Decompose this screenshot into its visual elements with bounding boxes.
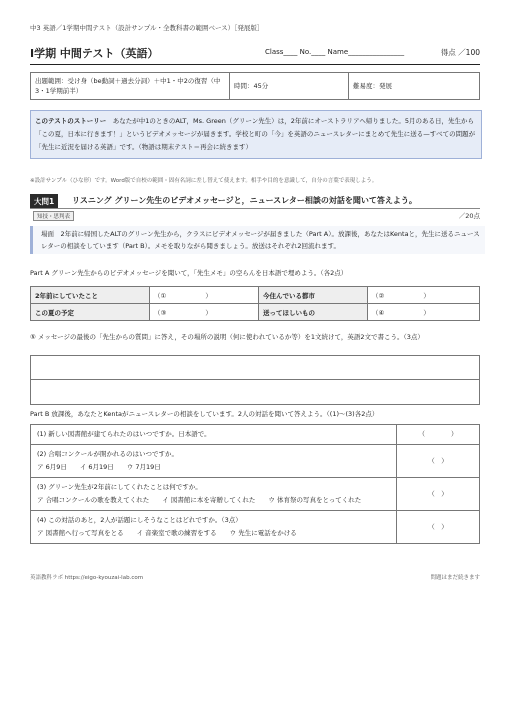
part-b-instruction: Part B 放課後，あなたとKentaがニュースレターの相談をしています。2人の対話を聞いて答えよう。（(1)〜(3)各2点） bbox=[30, 410, 379, 418]
answer-blank[interactable]: （ ） bbox=[397, 425, 480, 445]
memo-blank[interactable]: （④ ） bbox=[368, 304, 480, 321]
question-title: リスニング グリーン先生のビデオメッセージと，ニュースレター相談の対話を聞いて答えよう。 bbox=[72, 196, 417, 205]
memo-table bbox=[30, 286, 480, 321]
question-text: (2) 合唱コンクールが開かれるのはいつですか。 bbox=[37, 450, 179, 458]
answer-blank[interactable]: （ ） bbox=[397, 478, 480, 511]
question-1-header bbox=[30, 194, 480, 208]
story-label: このテストのストーリー bbox=[35, 117, 107, 125]
question-5-prompt: ⑤ メッセージの最後の「先生からの質問」に答え，その場所の説明（何に使われているか等）を1文続けて，英語2文で書こう。（3点） bbox=[30, 333, 424, 341]
difficulty-cell: 難易度：発展 bbox=[349, 73, 480, 100]
answer-line bbox=[30, 379, 480, 380]
part-a-instruction: Part A グリーン先生からのビデオメッセージを聞いて，「先生メモ」の空らんを日本語で埋めよう。（各2点） bbox=[30, 269, 348, 277]
page-title: I学期 中間テスト（英語） bbox=[30, 47, 159, 60]
info-table bbox=[30, 72, 480, 100]
memo-blank[interactable]: （① ） bbox=[150, 287, 259, 304]
part-b-row bbox=[31, 425, 480, 445]
question-options: ア 合唱コンクールの歌を教えてくれた イ 図書館に本を寄贈してくれた ウ 体育祭の写真をとってくれた bbox=[37, 496, 362, 504]
memo-blank[interactable]: （② ） bbox=[368, 287, 480, 304]
design-note: ※設計サンプル（ひな形）です。Word版で自校の範囲・固有名詞に差し替えて使えます。相手や目的を意識して，自分の言葉で表現しよう。 bbox=[30, 178, 378, 184]
memo-label: この夏の予定 bbox=[31, 304, 150, 321]
answer-blank[interactable]: （ ） bbox=[397, 445, 480, 478]
skill-tag: 知技・思判表 bbox=[33, 211, 74, 221]
answer-box[interactable] bbox=[30, 355, 480, 405]
question-points: ／20点 bbox=[458, 212, 480, 220]
question-text: (3) グリーン先生が2年前にしてくれたことは何ですか。 bbox=[37, 483, 202, 491]
part-b-question bbox=[31, 445, 397, 478]
part-b-question bbox=[31, 511, 397, 544]
part-b-table bbox=[30, 424, 480, 544]
title-row bbox=[30, 45, 480, 63]
memo-row bbox=[31, 304, 480, 321]
question-divider bbox=[30, 208, 480, 209]
part-b-question bbox=[31, 425, 397, 445]
header-note: 中3 英語／1学期中間テスト（設計サンプル・全教科書の範囲ベース）［発展版］ bbox=[30, 24, 264, 32]
scene-box: 場面 2年前に帰国したALTのグリーン先生から，クラスにビデオメッセージが届きました（Part A）。放課後，あなたはKentaと，先生に送るニュースレターの相談をしています（Part B）。メモを取りながら聞きましょう。放送はそれぞれ2回流れます。 bbox=[30, 226, 485, 254]
question-text: (1) 新しい図書館が建てられたのはいつですか。日本語で。 bbox=[37, 430, 211, 438]
score-field: 得点 ／100 bbox=[440, 48, 480, 57]
memo-row bbox=[31, 287, 480, 304]
title-divider bbox=[30, 64, 480, 65]
question-options: ア 図書館へ行って写真をとる イ 音楽室で歌の練習をする ウ 先生に電話をかける bbox=[37, 529, 297, 537]
part-b-row bbox=[31, 478, 480, 511]
memo-label: 今住んでいる都市 bbox=[259, 287, 368, 304]
answer-blank[interactable]: （ ） bbox=[397, 511, 480, 544]
time-cell: 時間：45分 bbox=[230, 73, 349, 100]
part-b-row bbox=[31, 445, 480, 478]
range-cell: 出題範囲：受け身（be動詞＋過去分詞）＋中1・中2の復習（中3・1学期前半） bbox=[31, 73, 230, 100]
question-options: ア 6月9日 イ 6月19日 ウ 7月19日 bbox=[37, 463, 161, 471]
memo-label: 2年前にしていたこと bbox=[31, 287, 150, 304]
story-box bbox=[30, 110, 482, 159]
student-fields: Class____ No.____ Name________________ bbox=[265, 48, 405, 56]
story-text: あなたが中1のときのALT，Ms. Green（グリーン先生）は，2年前にオーストラリアへ帰りました。5月のある日，先生から「この夏，日本に行きます！」というビデオメッセージが届きます。学校と町の「今」を英語のニュースレターにまとめて先生に送る—すべての問題が「先生に近況を届ける英語」です。（物語は期末テスト＝再会に続きます） bbox=[35, 117, 476, 151]
memo-blank[interactable]: （③ ） bbox=[150, 304, 259, 321]
part-b-question bbox=[31, 478, 397, 511]
memo-label: 送ってほしいもの bbox=[259, 304, 368, 321]
footer-continue: 問題はまだ続きます bbox=[430, 575, 480, 581]
question-text: (4) この対話のあと，2人が話題にしそうなことはどれですか。（3点） bbox=[37, 516, 242, 524]
footer-site: 英語教科ラボ https://eigo-kyouzai-lab.com bbox=[30, 575, 144, 581]
question-badge: 大問1 bbox=[30, 194, 58, 209]
part-b-row bbox=[31, 511, 480, 544]
